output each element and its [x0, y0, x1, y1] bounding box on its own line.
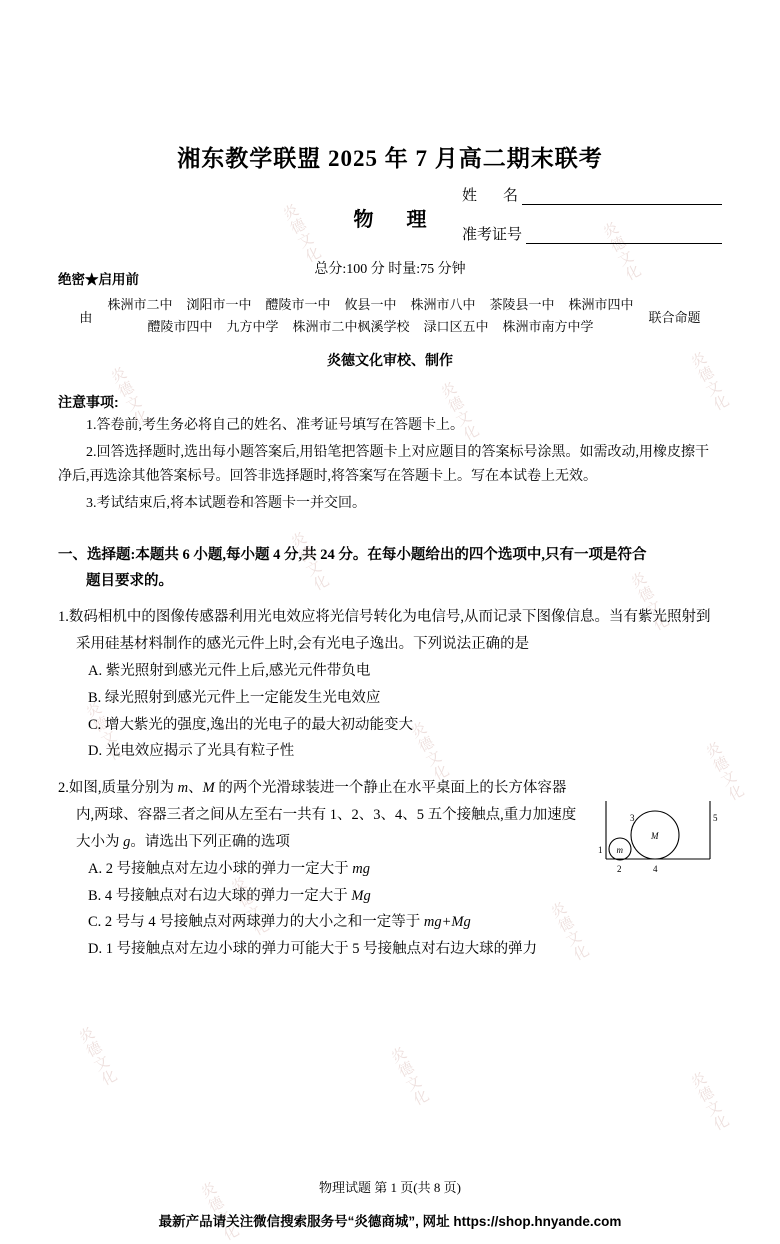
watermark-text: 炎德文化 [74, 1024, 119, 1089]
watermark-text: 炎德文化 [436, 379, 481, 444]
school-name: 渌口区五中 [423, 319, 489, 335]
schools-row-1 [100, 294, 640, 316]
watermark-text: 炎德文化 [546, 899, 591, 964]
note-item-3: 3.考试结束后,将本试题卷和答题卡一并交回。 [86, 495, 366, 511]
question-1 [58, 604, 722, 765]
question-1-option-d[interactable]: D. 光电效应揭示了光具有粒子性 [88, 743, 295, 760]
svg-text:5: 5 [713, 813, 718, 824]
name-field-row [462, 184, 722, 205]
school-name: 株洲市南方中学 [502, 319, 594, 335]
schools-right-label: 联合命题 [648, 309, 701, 325]
watermark-text: 炎德文化 [701, 739, 746, 804]
exam-id-label: 准考证号 [462, 227, 523, 243]
question-2-figure [598, 797, 722, 887]
school-name: 株洲市八中 [410, 297, 476, 312]
school-name: 醴陵市一中 [265, 297, 331, 312]
school-name: 九方中学 [226, 319, 279, 335]
watermark-text: 炎德文化 [286, 529, 331, 594]
notes-title: 注意事项: [58, 394, 119, 411]
secret-notice: 绝密★启用前 [58, 272, 139, 287]
school-name: 浏阳市一中 [186, 297, 252, 312]
note-item-1: 1.答卷前,考生务必将自己的姓名、准考证号填写在答题卡上。 [86, 418, 464, 434]
question-2-option-d[interactable]: D. 1 号接触点对左边小球的弹力可能大于 5 号接触点对右边大球的弹力 [88, 941, 538, 958]
watermark-text: 炎德文化 [386, 1044, 431, 1109]
svg-text:2: 2 [617, 864, 622, 875]
subject-title: 物 理 [353, 209, 441, 231]
school-name: 株洲市二中 [107, 297, 173, 312]
question-2 [58, 775, 722, 963]
watermark-text: 炎德文化 [106, 364, 151, 429]
score-time-line: 总分:100 分 时量:75 分钟 [314, 262, 466, 277]
schools-list [100, 294, 640, 338]
watermark-text: 炎德文化 [81, 699, 126, 764]
watermark-text: 炎德文化 [686, 349, 731, 414]
question-1-text [58, 604, 722, 658]
question-1-option-c[interactable]: C. 增大紫光的强度,逸出的光电子的最大初动能变大 [88, 716, 414, 733]
exam-id-field-row [462, 223, 722, 244]
watermark-text: 炎德文化 [598, 219, 643, 284]
school-name: 攸县一中 [344, 297, 397, 312]
schools-left-label: 由 [79, 309, 93, 325]
question-2-number: 2. [58, 780, 69, 797]
question-2-stem: 如图,质量分别为 m、M 的两个光滑球装进一个静止在水平桌面上的长方体容器内,两球、容器三者之间从左至右一共有 1、2、3、4、5 五个接触点,重力加速度大小为 g。请选出下列正确的选项 [68, 780, 577, 850]
svg-text:M: M [651, 831, 659, 842]
watermark-text: 炎德文化 [626, 569, 671, 634]
section-1-heading [58, 542, 722, 594]
student-id-fields [462, 184, 722, 262]
watermark-text: 炎德文化 [196, 1179, 241, 1244]
question-1-number: 1. [58, 609, 69, 626]
school-name: 株洲市四中 [568, 297, 634, 312]
section-1-label: 一、选择题: [58, 547, 136, 564]
svg-text:3: 3 [630, 813, 635, 824]
school-name: 醴陵市四中 [147, 319, 213, 335]
maker-line: 炎德文化审校、制作 [327, 354, 453, 370]
page-footer: 物理试题 第 1 页(共 8 页) [319, 1180, 461, 1195]
svg-text:m: m [616, 845, 623, 856]
question-1-option-b[interactable]: B. 绿光照射到感光元件上一定能发生光电效应 [88, 689, 381, 706]
exam-page [0, 140, 780, 1244]
svg-text:4: 4 [653, 864, 658, 875]
schools-block [58, 294, 722, 338]
watermark-text: 炎德文化 [686, 1069, 731, 1134]
question-1-option-a[interactable]: A. 紫光照射到感光元件上后,感光元件带负电 [88, 663, 371, 679]
question-2-option-a[interactable]: A. 2 号接触点对左边小球的弹力一定大于 mg [88, 860, 370, 877]
note-item-2: 2.回答选择题时,选出每小题答案后,用铅笔把答题卡上对应题目的答案标号涂黑。如需改动,用橡皮擦干净后,再选涂其他答案标号。回答非选择题时,将答案写在答题卡上。写在本试卷上无效。 [58, 444, 709, 485]
question-1-stem: 数码相机中的图像传感器利用光电效应将光信号转化为电信号,从而记录下图像信息。当有紫光照射到采用硅基材料制作的感光元件上时,会有光电子逸出。下列说法正确的是 [68, 609, 711, 653]
watermark-text: 炎德文化 [278, 201, 323, 266]
section-1-desc-cont: 题目要求的。 [86, 573, 173, 590]
name-input-line[interactable] [522, 189, 722, 205]
school-name: 茶陵县一中 [489, 297, 555, 312]
footer-ad: 最新产品请关注微信搜索服务号“炎德商城”, 网址 https://shop.hnyande.com [158, 1214, 622, 1229]
exam-id-input-line[interactable] [526, 228, 722, 244]
name-label: 姓 名 [462, 188, 519, 204]
page-title: 湘东教学联盟 2025 年 7 月高二期末联考 [177, 146, 603, 171]
question-2-option-c[interactable]: C. 2 号与 4 号接触点对两球弹力的大小之和一定等于 mg+Mg [88, 914, 471, 931]
school-name: 株洲市二中枫溪学校 [292, 319, 410, 335]
watermark-text: 炎德文化 [226, 874, 271, 939]
watermark-text: 炎德文化 [406, 719, 451, 784]
schools-row-2 [100, 316, 640, 338]
svg-text:1: 1 [598, 845, 603, 856]
section-1-desc: 本题共 6 小题,每小题 4 分,共 24 分。在每小题给出的四个选项中,只有一项是符合 [135, 547, 647, 564]
question-2-option-b[interactable]: B. 4 号接触点对右边大球的弹力一定大于 Mg [88, 887, 371, 904]
